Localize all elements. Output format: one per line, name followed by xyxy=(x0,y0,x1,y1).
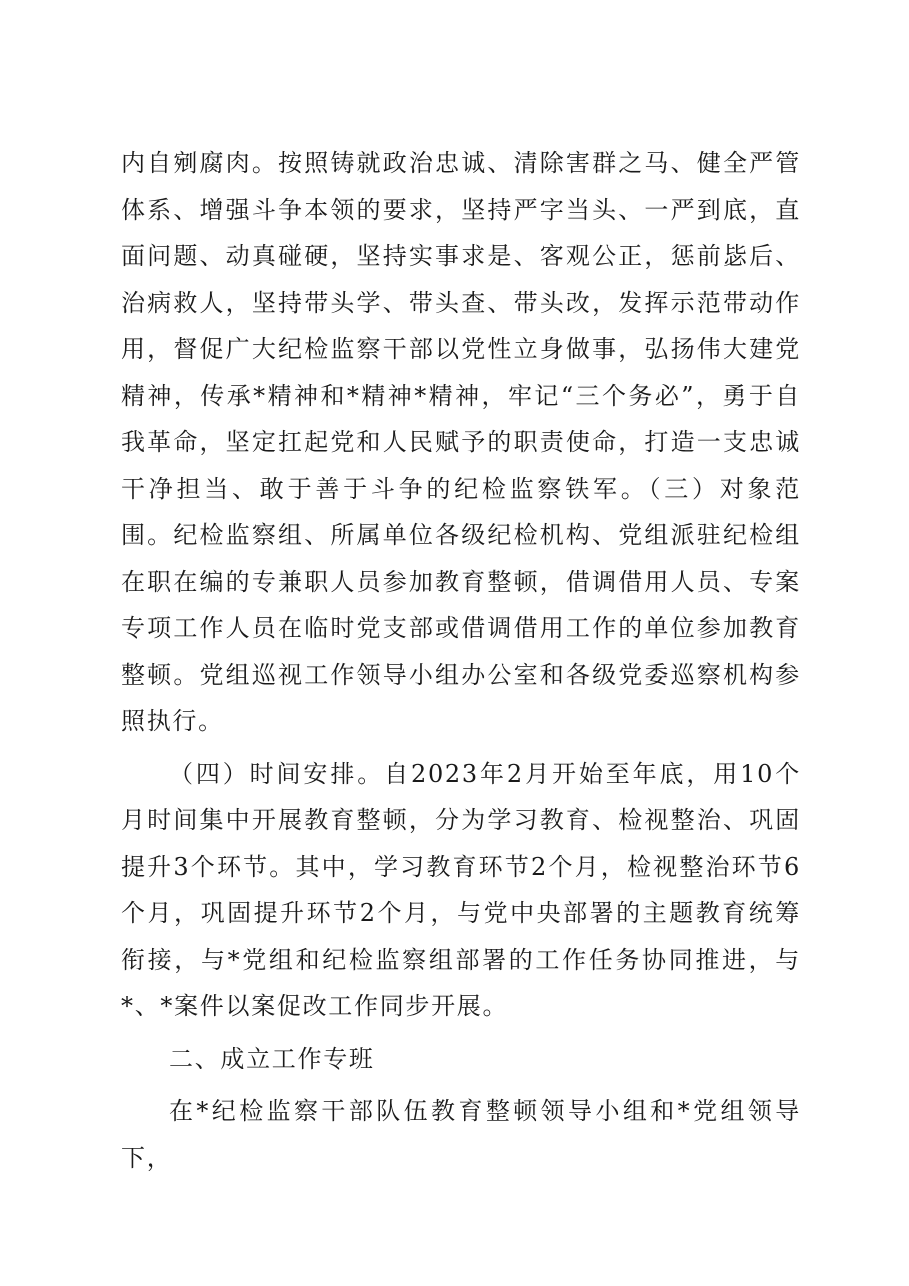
document-body xyxy=(121,140,801,1181)
section-heading-work-team: 二、成立工作专班 xyxy=(169,1044,375,1073)
paragraph-continuation: 内自剜腐肉。按照铸就政治忠诚、清除害群之马、健全严管体系、增强斗争本领的要求，坚持严字当头、一严到底，直面问题、动真碰硬，坚持实事求是、客观公正，惩前毖后、治病救人，坚持带头学、带头查、带头改，发挥示范带动作用，督促广大纪检监察干部以党性立身做事，弘扬伟大建党精神，传承*精神和*精神*精神，牢记“三个务必”，勇于自我革命，坚定扛起党和人民赋予的职责使命，打造一支忠诚干净担当、敢于善于斗争的纪检监察铁军。（三）对象范围。纪检监察组、所属单位各级纪检机构、党组派驻纪检组在职在编的专兼职人员参加教育整顿，借调借用人员、专案专项工作人员在临时党支部或借调借用工作的单位参加教育整顿。党组巡视工作领导小组办公室和各级党委巡察机构参照执行。 xyxy=(121,149,801,735)
paragraph-work-team-intro: 在*纪检监察干部队伍教育整顿领导小组和*党组领导下， xyxy=(121,1097,801,1172)
paragraph-time-schedule: （四）时间安排。自2023年2月开始至年底，用10个月时间集中开展教育整顿，分为学习教育、检视整治、巩固提升3个环节。其中，学习教育环节2个月，检视整治环节6个月，巩固提升环节2个月，与党中央部署的主题教育统筹衔接，与*党组和纪检监察组部署的工作任务协同推进，与*、*案件以案促改工作同步开展。 xyxy=(121,759,801,1020)
